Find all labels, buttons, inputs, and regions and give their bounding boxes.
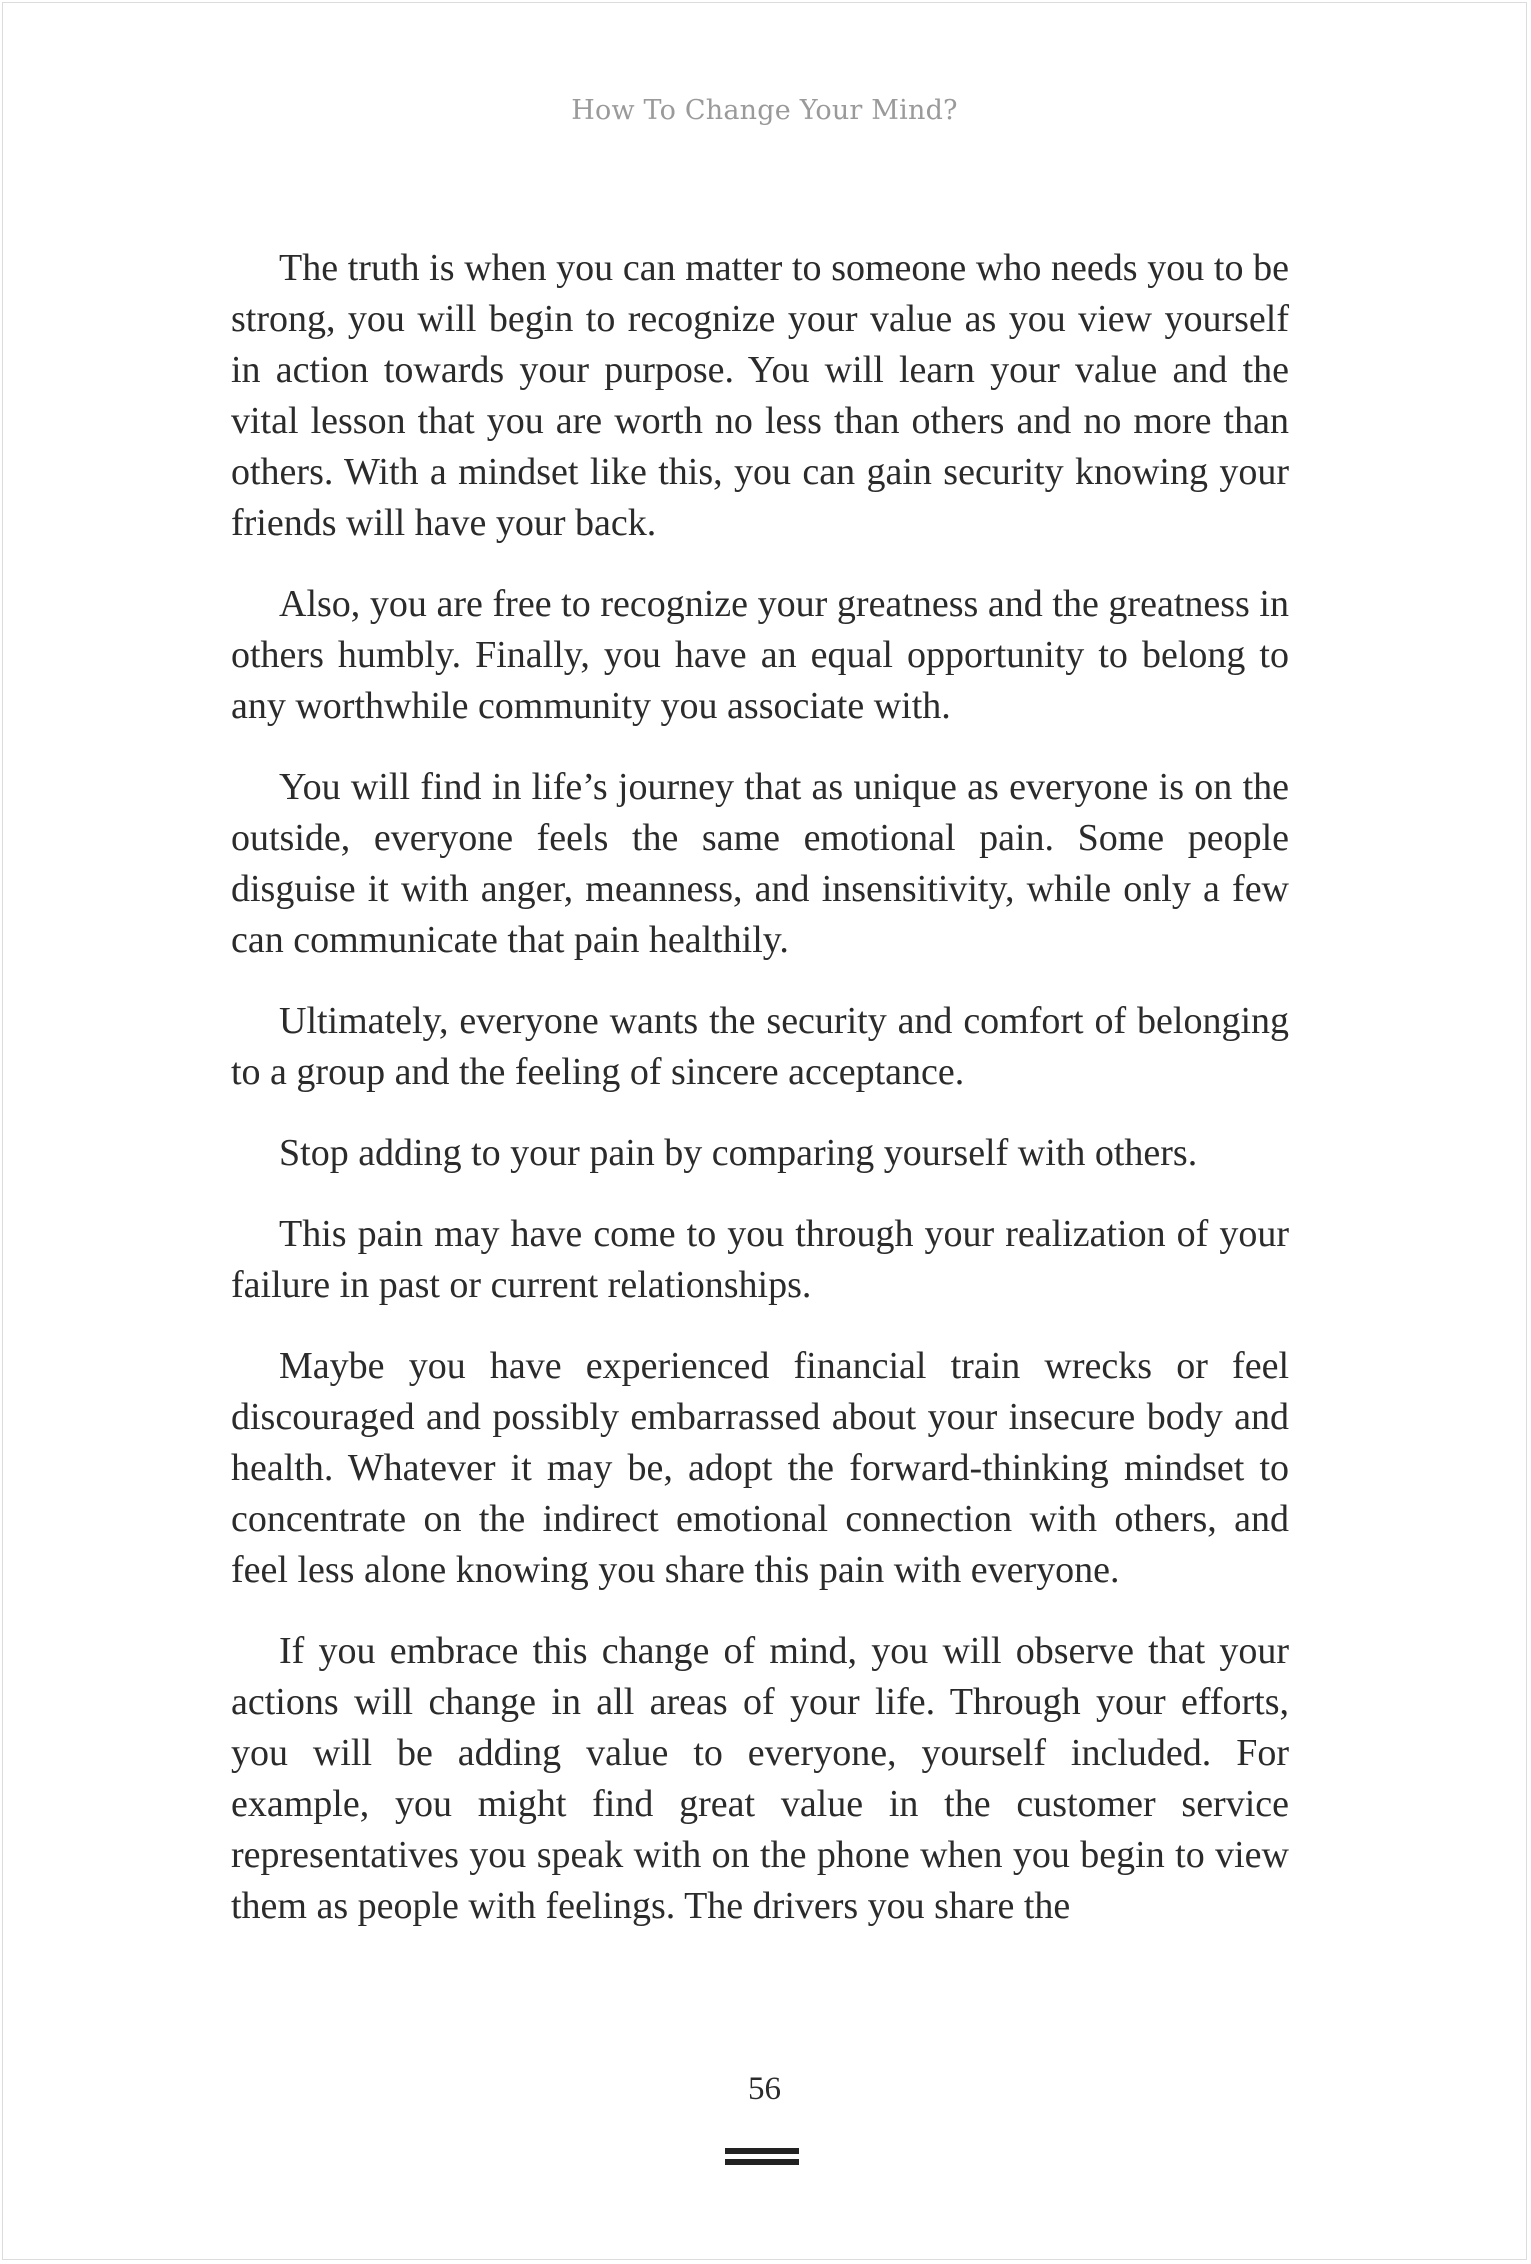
- ornament-bar: [725, 2148, 799, 2154]
- book-page: [2, 2, 1527, 2260]
- paragraph: Ultimately, everyone wants the security and comfort of belonging to a group and the feeling of sincere acceptance.: [231, 1000, 1289, 1093]
- running-header: How To Change Your Mind?: [571, 95, 958, 126]
- folio-ornament: [725, 2148, 799, 2170]
- paragraph: The truth is when you can matter to someone who needs you to be strong, you will begin to recognize your value as you view yourself in action towards your purpose. You will learn your value and the vital lesson that you are worth no less than others and no more than others. With a mindset like this, you can gain security knowing your friends will have your back.: [231, 247, 1289, 544]
- paragraph: Also, you are free to recognize your greatness and the greatness in others humbly. Finally, you have an equal opportunity to belong to any worthwhile community you associate with.: [231, 583, 1289, 727]
- page-number: 56: [748, 2071, 781, 2107]
- paragraph: Maybe you have experienced financial train wrecks or feel discouraged and possibly embarrassed about your insecure body and health. Whatever it may be, adopt the forward-thinking mindset to concentrate on the indirect emotional connection with others, and feel less alone knowing you share this pain with everyone.: [231, 1345, 1289, 1591]
- paragraph: You will find in life’s journey that as unique as everyone is on the outside, everyone feels the same emotional pain. Some people disguise it with anger, meanness, and insensitivity, while only a few can communicate that pain healthily.: [231, 766, 1289, 961]
- paragraph: This pain may have come to you through your realization of your failure in past or current relationships.: [231, 1213, 1289, 1306]
- paragraph: If you embrace this change of mind, you will observe that your actions will change in all areas of your life. Through your efforts, you will be adding value to everyone, yourself included. For example, you might find great value in the customer service representatives you speak with on the phone when you begin to view them as people with feelings. The drivers you share the: [231, 1630, 1289, 1927]
- paragraph: Stop adding to your pain by comparing yourself with others.: [279, 1132, 1198, 1174]
- body-text: [231, 243, 1289, 1962]
- ornament-bar: [725, 2159, 799, 2165]
